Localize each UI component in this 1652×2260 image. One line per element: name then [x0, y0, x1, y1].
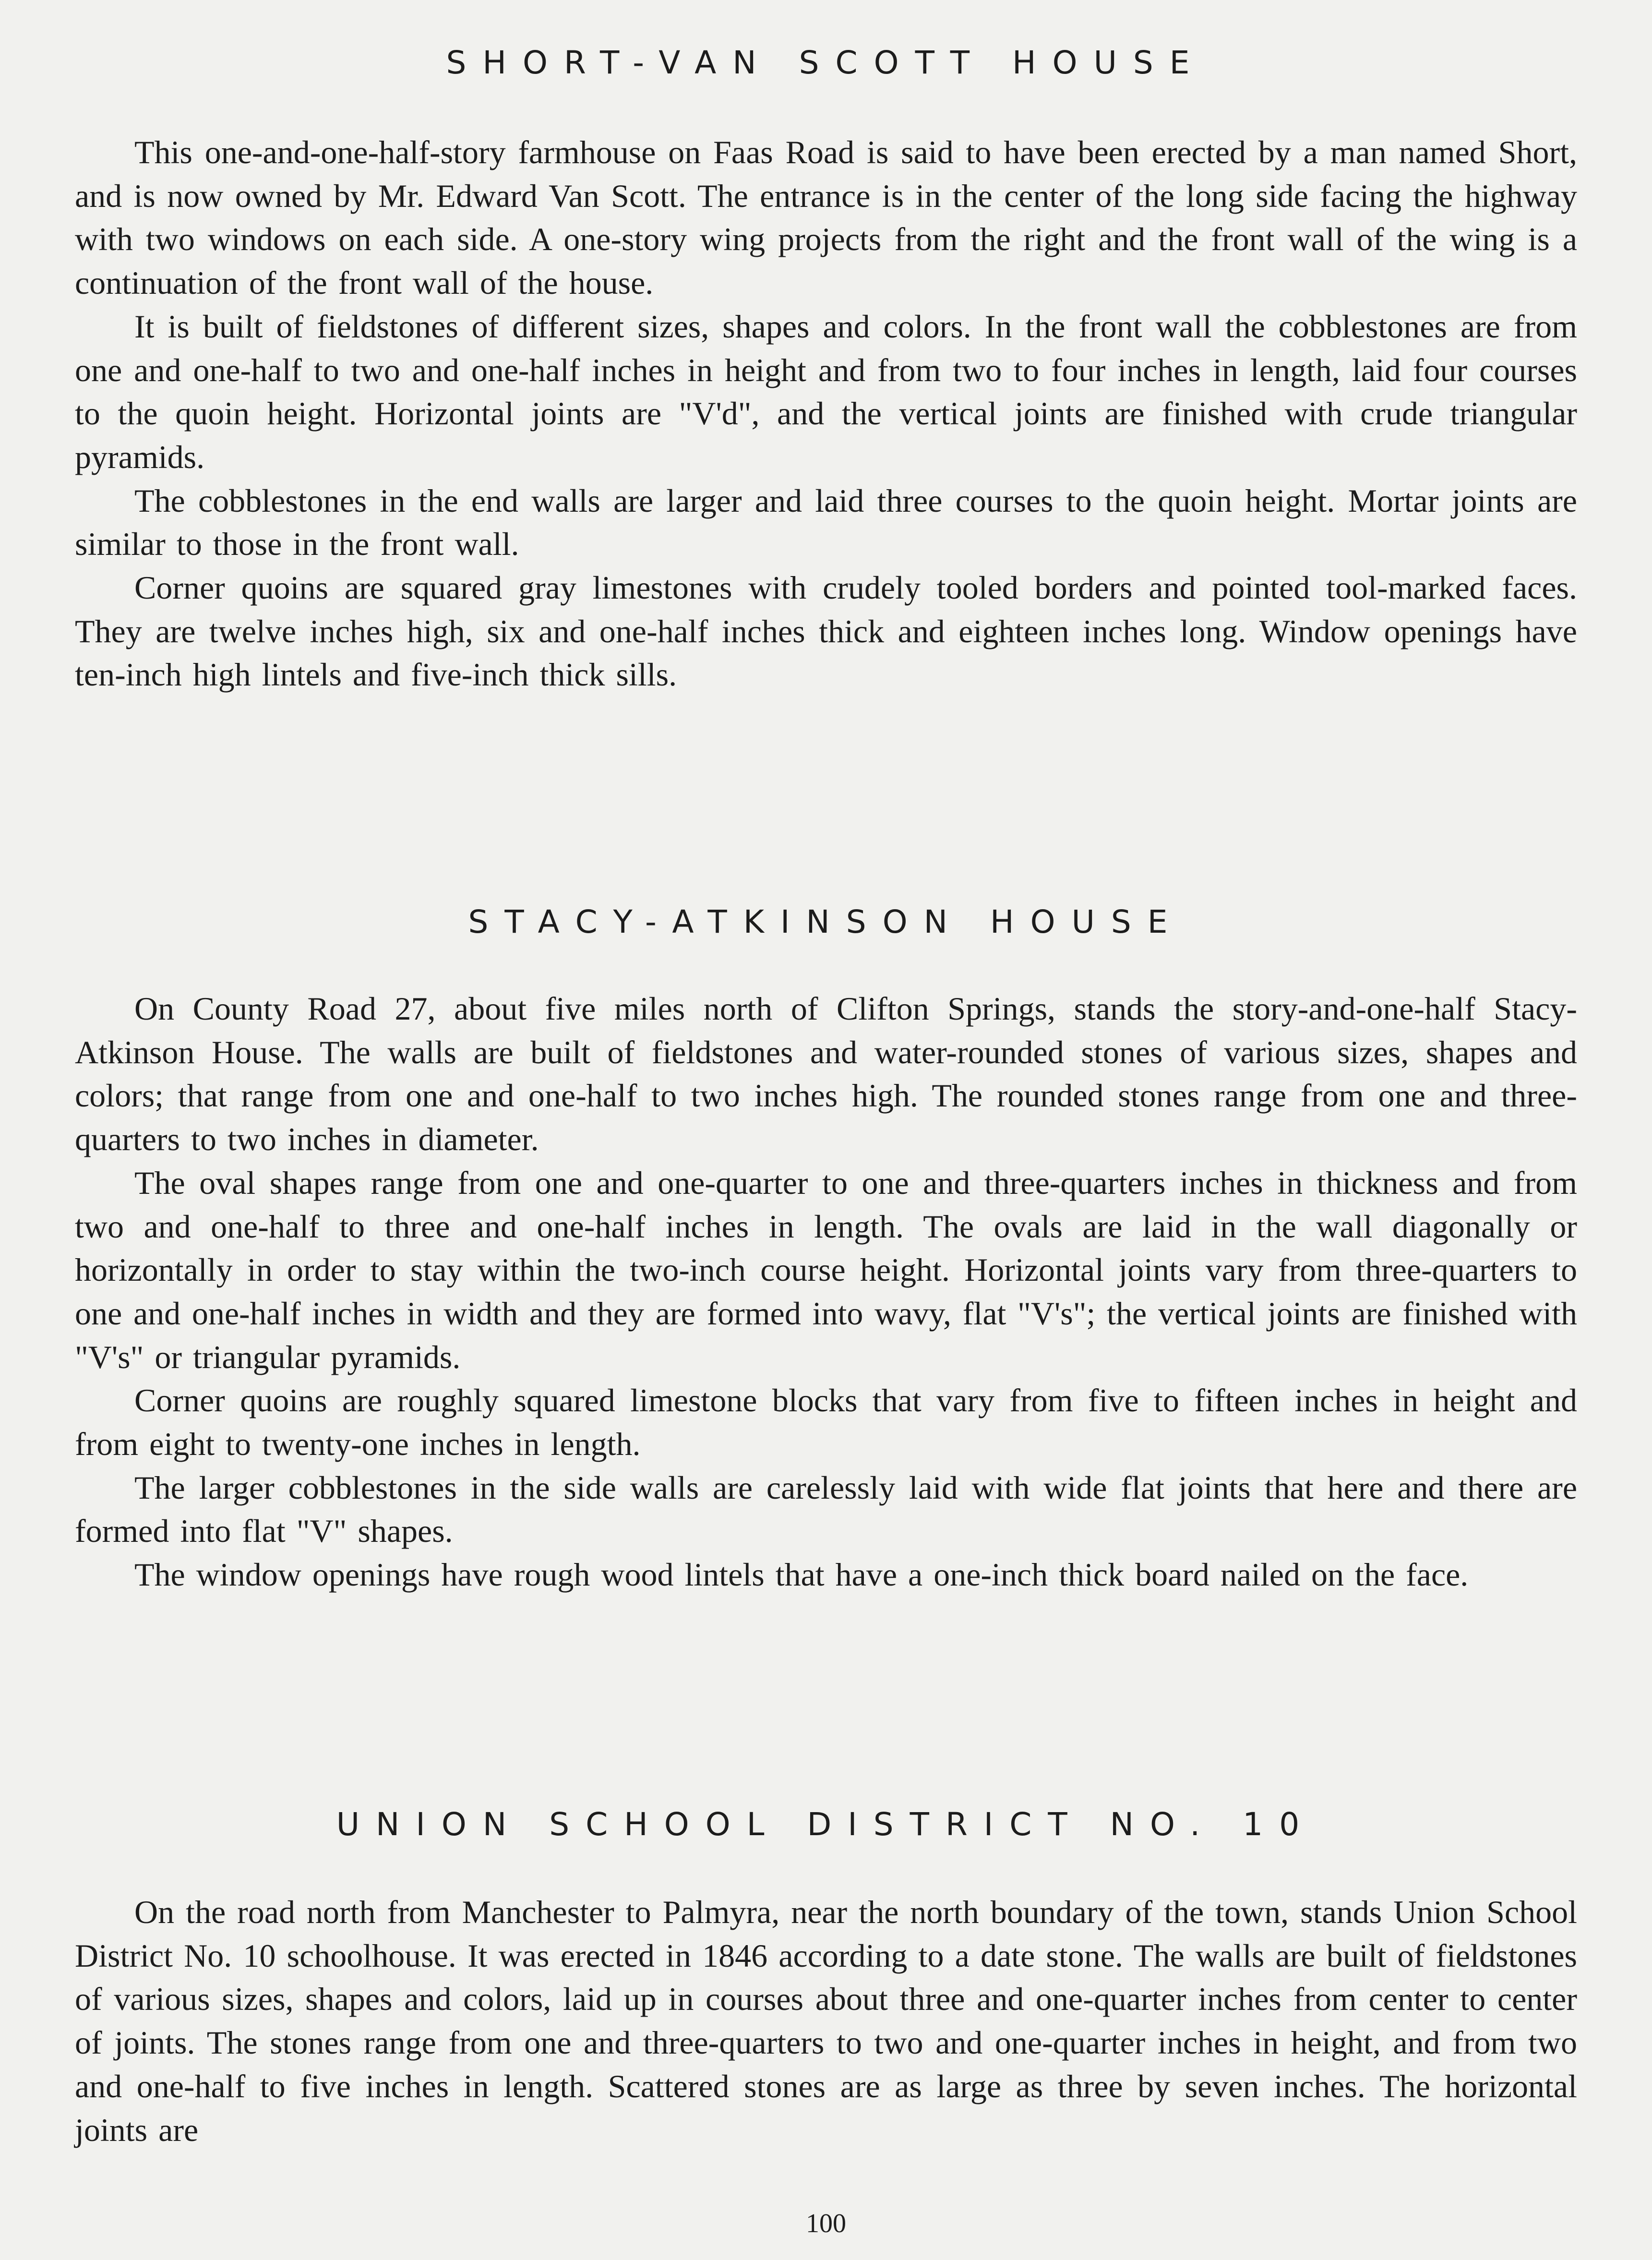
page-number: 100: [806, 2209, 846, 2238]
paragraph: The window openings have rough wood lintels that have a one-inch thick board nailed on the face.: [134, 1556, 1469, 1593]
paragraph: On the road north from Manchester to Palmyra, near the north boundary of the town, stands Union School District No. 10 schoolhouse. It was erected in 1846 according to a date stone. The walls are built of fieldstones of various sizes, shapes and colors, laid up in courses about three and one-quarter inches from center to center of joints. The stones range from one and three-quarters to two and one-quarter inches in height, and from two and one-half to five inches in length. Scattered stones are as large as three by seven inches. The horizontal joints are: [75, 1894, 1577, 2148]
section-body-union-school-district-no-10: [75, 1890, 1577, 2152]
section-heading-short-van-scott-house: SHORT-VAN SCOTT HOUSE: [446, 44, 1206, 81]
section-heading-stacy-atkinson-house: STACY-ATKINSON HOUSE: [468, 903, 1184, 940]
section-heading-union-school-district-no-10: UNION SCHOOL DISTRICT NO. 10: [336, 1806, 1316, 1843]
paragraph: Corner quoins are squared gray limestones with crudely tooled borders and pointed tool-marked faces. They are twelve inches high, six and one-half inches thick and eighteen inches long. Window openings have ten-inch high lintels and five-inch thick sills.: [75, 569, 1577, 693]
paragraph: On County Road 27, about five miles north of Clifton Springs, stands the story-and-one-half Stacy-Atkinson House. The walls are built of fieldstones and water-rounded stones of various sizes, shapes and colors; that range from one and one-half to two inches high. The rounded stones range from one and three-quarters to two inches in diameter.: [75, 990, 1577, 1158]
paragraph: Corner quoins are roughly squared limestone blocks that vary from five to fifteen inches in height and from eight to twenty-one inches in length.: [75, 1382, 1577, 1463]
section-body-stacy-atkinson-house: [75, 987, 1577, 1597]
paragraph: It is built of fieldstones of different sizes, shapes and colors. In the front wall the cobblestones are from one and one-half to two and one-half inches in height and from two to four inches in length, laid four courses to the quoin height. Horizontal joints are "V'd", and the vertical joints are finished with crude triangular pyramids.: [75, 308, 1577, 475]
paragraph: The oval shapes range from one and one-quarter to one and three-quarters inches in thickness and from two and one-half to three and one-half inches in length. The ovals are laid in the wall diagonally or horizontally in order to stay within the two-inch course height. Horizontal joints vary from three-quarters to one and one-half inches in width and they are formed into wavy, flat "V's"; the vertical joints are finished with "V's" or triangular pyramids.: [75, 1164, 1577, 1375]
paragraph: The cobblestones in the end walls are larger and laid three courses to the quoin height. Mortar joints are similar to those in the front wall.: [75, 482, 1577, 563]
paragraph: The larger cobblestones in the side walls are carelessly laid with wide flat joints that here and there are formed into flat "V" shapes.: [75, 1469, 1577, 1550]
section-body-short-van-scott-house: [75, 131, 1577, 697]
paragraph: This one-and-one-half-story farmhouse on Faas Road is said to have been erected by a man named Short, and is now owned by Mr. Edward Van Scott. The entrance is in the center of the long side facing the highway with two windows on each side. A one-story wing projects from the right and the front wall of the wing is a continuation of the front wall of the house.: [75, 134, 1577, 301]
document-page: [75, 0, 1577, 2260]
